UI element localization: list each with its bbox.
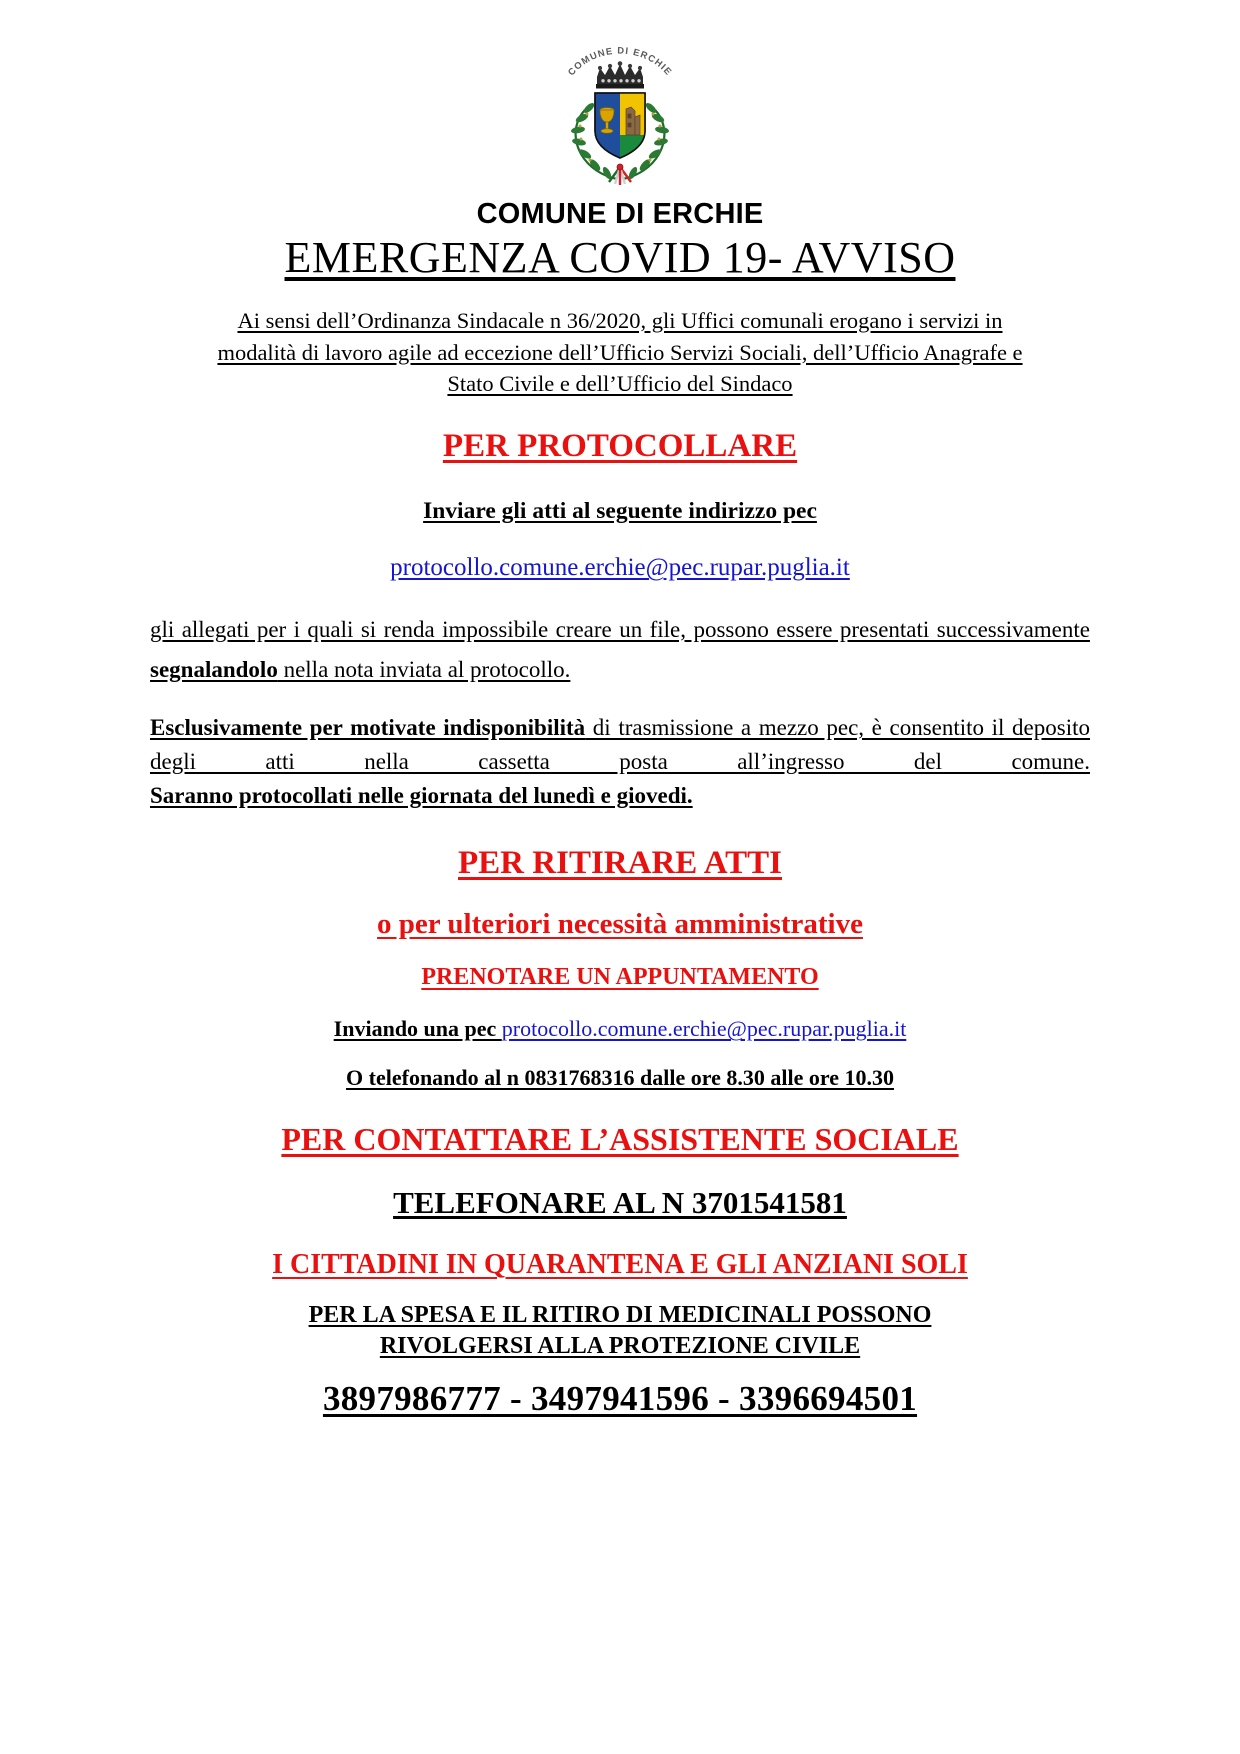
intro-line-1: Ai sensi dell’Ordinanza Sindacale n 36/2020, gli Uffici comunali erogano i servizi in — [237, 307, 1003, 333]
pec-email-link[interactable]: protocollo.comune.erchie@pec.rupar.puglia.it — [390, 554, 850, 582]
section-subheading-necessita: o per ulteriori necessità amministrative — [377, 908, 863, 941]
intro-line-2: modalità di lavoro agile ad eccezione dell’Ufficio Servizi Sociali, dell’Ufficio Anagrafe e — [217, 339, 1023, 365]
paragraph-2-line-2 — [150, 779, 1090, 813]
quarantena-line-1: PER LA SPESA E IL RITIRO DI MEDICINALI POSSONO — [308, 1301, 932, 1328]
assistente-sociale-phone: TELEFONARE AL N 3701541581 — [393, 1184, 847, 1220]
section-heading-protocollare: PER PROTOCOLLARE — [442, 428, 798, 465]
section-heading-ritirare: PER RITIRARE ATTI — [458, 844, 782, 881]
paragraph-1-text-1: gli allegati per i quali si renda impossibile creare un file, possono essere presentati successivamente — [150, 616, 1090, 642]
quarantena-line-2: RIVOLGERSI ALLA PROTEZIONE CIVILE — [379, 1332, 861, 1359]
paragraph-2-line-1 — [150, 711, 1090, 779]
ritirare-phone-line: O telefonando al n 0831768316 dalle ore 8.30 alle ore 10.30 — [346, 1065, 894, 1091]
paragraph-1-text-2: nella nota inviata al protocollo. — [277, 656, 571, 682]
protocollare-paragraph-1 — [150, 613, 1090, 647]
comune-di-erchie-coat-of-arms-icon — [545, 36, 695, 188]
protezione-civile-phone-numbers: 3897986777 - 3497941596 - 3396694501 — [322, 1379, 918, 1419]
page-title-text: EMERGENZA COVID 19- AVVISO — [284, 233, 956, 283]
protocollare-instruction: Inviare gli atti al seguente indirizzo pec — [423, 497, 817, 524]
inviando-pec-label: Inviando una pec — [333, 1016, 502, 1042]
quarantena-instructions — [150, 1300, 1090, 1361]
section-heading-assistente-sociale: PER CONTATTARE L’ASSISTENTE SOCIALE — [281, 1120, 959, 1157]
intro-paragraph — [170, 305, 1070, 401]
paragraph-1-bold-word: segnalandolo — [150, 656, 278, 682]
page-title — [150, 233, 1090, 282]
inviando-pec-line — [150, 1014, 1090, 1044]
paragraph-2-bold-lead: Esclusivamente per motivate indisponibilità — [150, 714, 586, 740]
svg-text:COMUNE DI ERCHIE: COMUNE DI ERCHIE — [565, 44, 675, 78]
protocollare-paragraph-1-end — [150, 653, 1090, 687]
crest-container — [150, 36, 1090, 188]
intro-line-3: Stato Civile e dell’Ufficio del Sindaco — [447, 371, 793, 397]
paragraph-1-line-1 — [150, 613, 1090, 647]
protocollare-paragraph-2 — [150, 711, 1090, 813]
inviando-pec-email-link[interactable]: protocollo.comune.erchie@pec.rupar.puglia.it — [501, 1016, 907, 1042]
paragraph-1-line-2 — [150, 653, 1090, 687]
section-action-prenotare: PRENOTARE UN APPUNTAMENTO — [421, 964, 819, 991]
organization-name: COMUNE DI ERCHIE — [476, 198, 764, 230]
section-heading-quarantena: I CITTADINI IN QUARANTENA E GLI ANZIANI SOLI — [272, 1248, 968, 1280]
paragraph-2-bold-tail: Saranno protocollati nelle giornata del lunedì e giovedi. — [150, 782, 693, 808]
paragraph-2-text: di trasmissione a mezzo pec, è consentito il deposito degli atti nella cassetta posta all’ingresso del comune. — [150, 714, 1090, 774]
